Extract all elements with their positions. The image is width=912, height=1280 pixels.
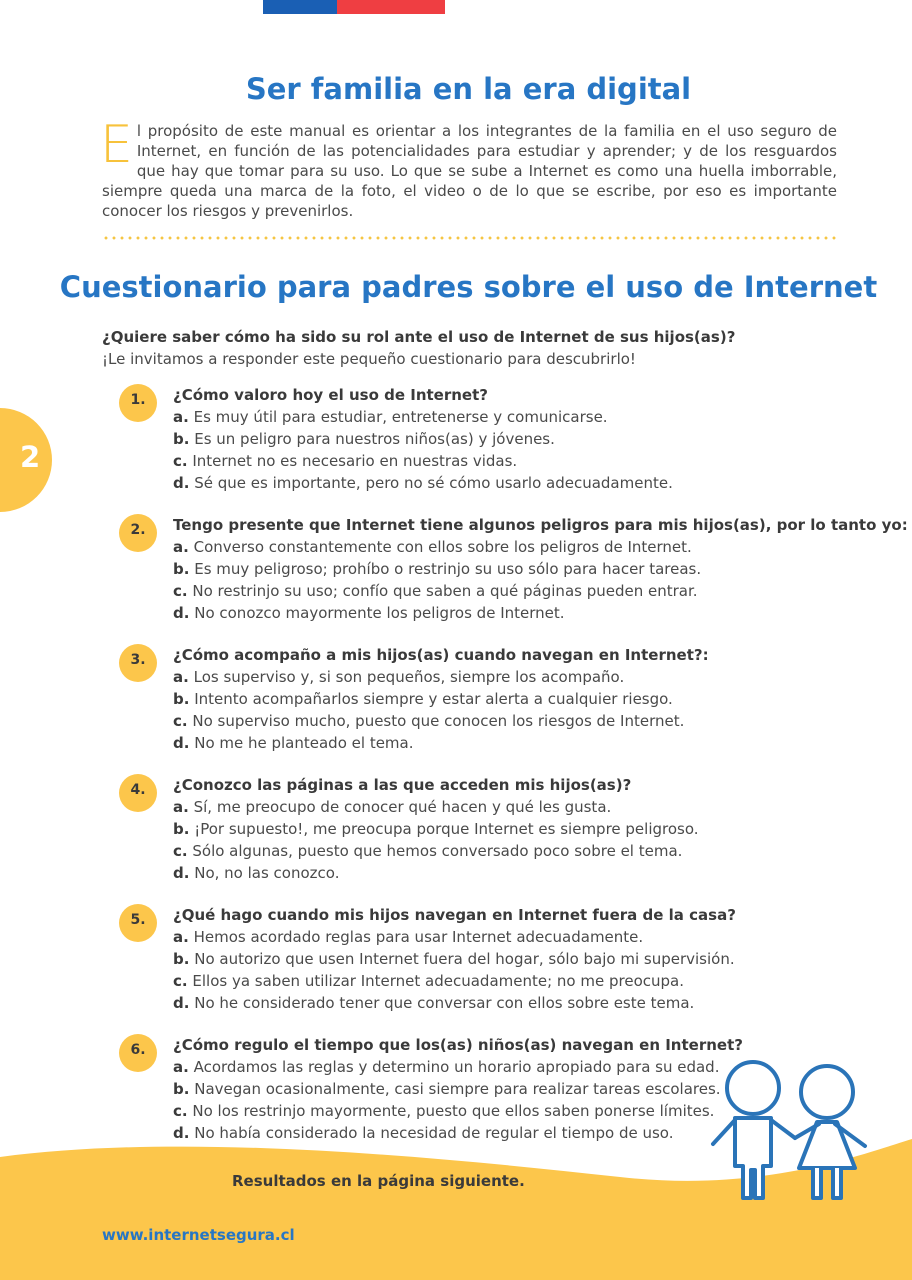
question-number-badge: 2. — [119, 514, 157, 552]
answer-option-c: c. No restrinjo su uso; confío que saben a qué páginas pueden entrar. — [173, 582, 698, 600]
answer-option-b: b. Intento acompañarlos siempre y estar alerta a cualquier riesgo. — [173, 690, 673, 708]
question-title: ¿Qué hago cuando mis hijos navegan en Internet fuera de la casa? — [173, 906, 736, 924]
question-number-badge: 3. — [119, 644, 157, 682]
answer-option-d: d. Sé que es importante, pero no sé cómo usarlo adecuadamente. — [173, 474, 673, 492]
question-title: ¿Cómo valoro hoy el uso de Internet? — [173, 386, 488, 404]
answer-option-a: a. Hemos acordado reglas para usar Internet adecuadamente. — [173, 928, 644, 946]
footer-url[interactable]: www.internetsegura.cl — [102, 1226, 295, 1244]
flag-bar-red — [337, 0, 445, 14]
answer-option-c: c. Ellos ya saben utilizar Internet adecuadamente; no me preocupa. — [173, 972, 684, 990]
answer-option-a: a. Los superviso y, si son pequeños, siempre los acompaño. — [173, 668, 625, 686]
question-title: Tengo presente que Internet tiene algunos peligros para mis hijos(as), por lo tanto yo: — [173, 516, 908, 534]
dotted-divider — [102, 236, 837, 240]
answer-option-a: a. Sí, me preocupo de conocer qué hacen y qué les gusta. — [173, 798, 612, 816]
answer-option-d: d. No me he planteado el tema. — [173, 734, 414, 752]
answer-option-b: b. Es un peligro para nuestros niños(as) y jóvenes. — [173, 430, 555, 448]
answer-option-d: d. No, no las conozco. — [173, 864, 340, 882]
flag-bar — [263, 0, 445, 14]
page-number: 2 — [20, 440, 41, 474]
question-number-badge: 1. — [119, 384, 157, 422]
intro-paragraph — [100, 115, 837, 221]
answer-option-d: d. No conozco mayormente los peligros de Internet. — [173, 604, 565, 622]
question-number-badge: 5. — [119, 904, 157, 942]
question-number-badge: 6. — [119, 1034, 157, 1072]
answer-option-d: d. No había considerado la necesidad de regular el tiempo de uso. — [173, 1124, 674, 1142]
answer-option-a: a. Acordamos las reglas y determino un horario apropiado para su edad. — [173, 1058, 720, 1076]
answer-option-c: c. No los restrinjo mayormente, puesto que ellos saben ponerse límites. — [173, 1102, 715, 1120]
questionnaire-title: Cuestionario para padres sobre el uso de Internet — [59, 270, 878, 304]
question-title: ¿Cómo acompaño a mis hijos(as) cuando navegan en Internet?: — [173, 646, 709, 664]
intro-dropcap: E — [100, 115, 133, 175]
answer-option-d: d. No he considerado tener que conversar con ellos sobre este tema. — [173, 994, 695, 1012]
results-note: Resultados en la página siguiente. — [232, 1172, 525, 1190]
answer-option-b: b. No autorizo que usen Internet fuera del hogar, sólo bajo mi supervisión. — [173, 950, 735, 968]
answer-option-c: c. Sólo algunas, puesto que hemos conversado poco sobre el tema. — [173, 842, 683, 860]
answer-option-c: c. Internet no es necesario en nuestras vidas. — [173, 452, 518, 470]
question-number-badge: 4. — [119, 774, 157, 812]
question-title: ¿Cómo regulo el tiempo que los(as) niños(as) navegan en Internet? — [173, 1036, 743, 1054]
answer-option-b: b. Navegan ocasionalmente, casi siempre para realizar tareas escolares. — [173, 1080, 721, 1098]
answer-option-c: c. No superviso mucho, puesto que conocen los riesgos de Internet. — [173, 712, 685, 730]
question-title: ¿Conozco las páginas a las que acceden mis hijos(as)? — [173, 776, 632, 794]
flag-bar-blue — [263, 0, 337, 14]
page-title: Ser familia en la era digital — [245, 72, 692, 106]
lead-question: ¿Quiere saber cómo ha sido su rol ante el uso de Internet de sus hijos(as)? — [102, 328, 736, 346]
answer-option-a: a. Es muy útil para estudiar, entretenerse y comunicarse. — [173, 408, 608, 426]
intro-text: l propósito de este manual es orientar a los integrantes de la familia en el uso seguro de Internet, en función de las potencialidades para estudiar y aprender; y de los resguardos que hay que tomar para su uso. Lo que se sube a Internet es como una huella imborrable, siempre queda una marca de la foto, el video o de lo que se escribe, por eso es importante conocer los riesgos y prevenirlos. — [102, 122, 837, 220]
two-children-icon — [705, 1058, 880, 1208]
answer-option-a: a. Converso constantemente con ellos sobre los peligros de Internet. — [173, 538, 692, 556]
answer-option-b: b. Es muy peligroso; prohíbo o restrinjo su uso sólo para hacer tareas. — [173, 560, 702, 578]
lead-invite: ¡Le invitamos a responder este pequeño cuestionario para descubrirlo! — [102, 350, 636, 368]
answer-option-b: b. ¡Por supuesto!, me preocupa porque Internet es siempre peligroso. — [173, 820, 699, 838]
